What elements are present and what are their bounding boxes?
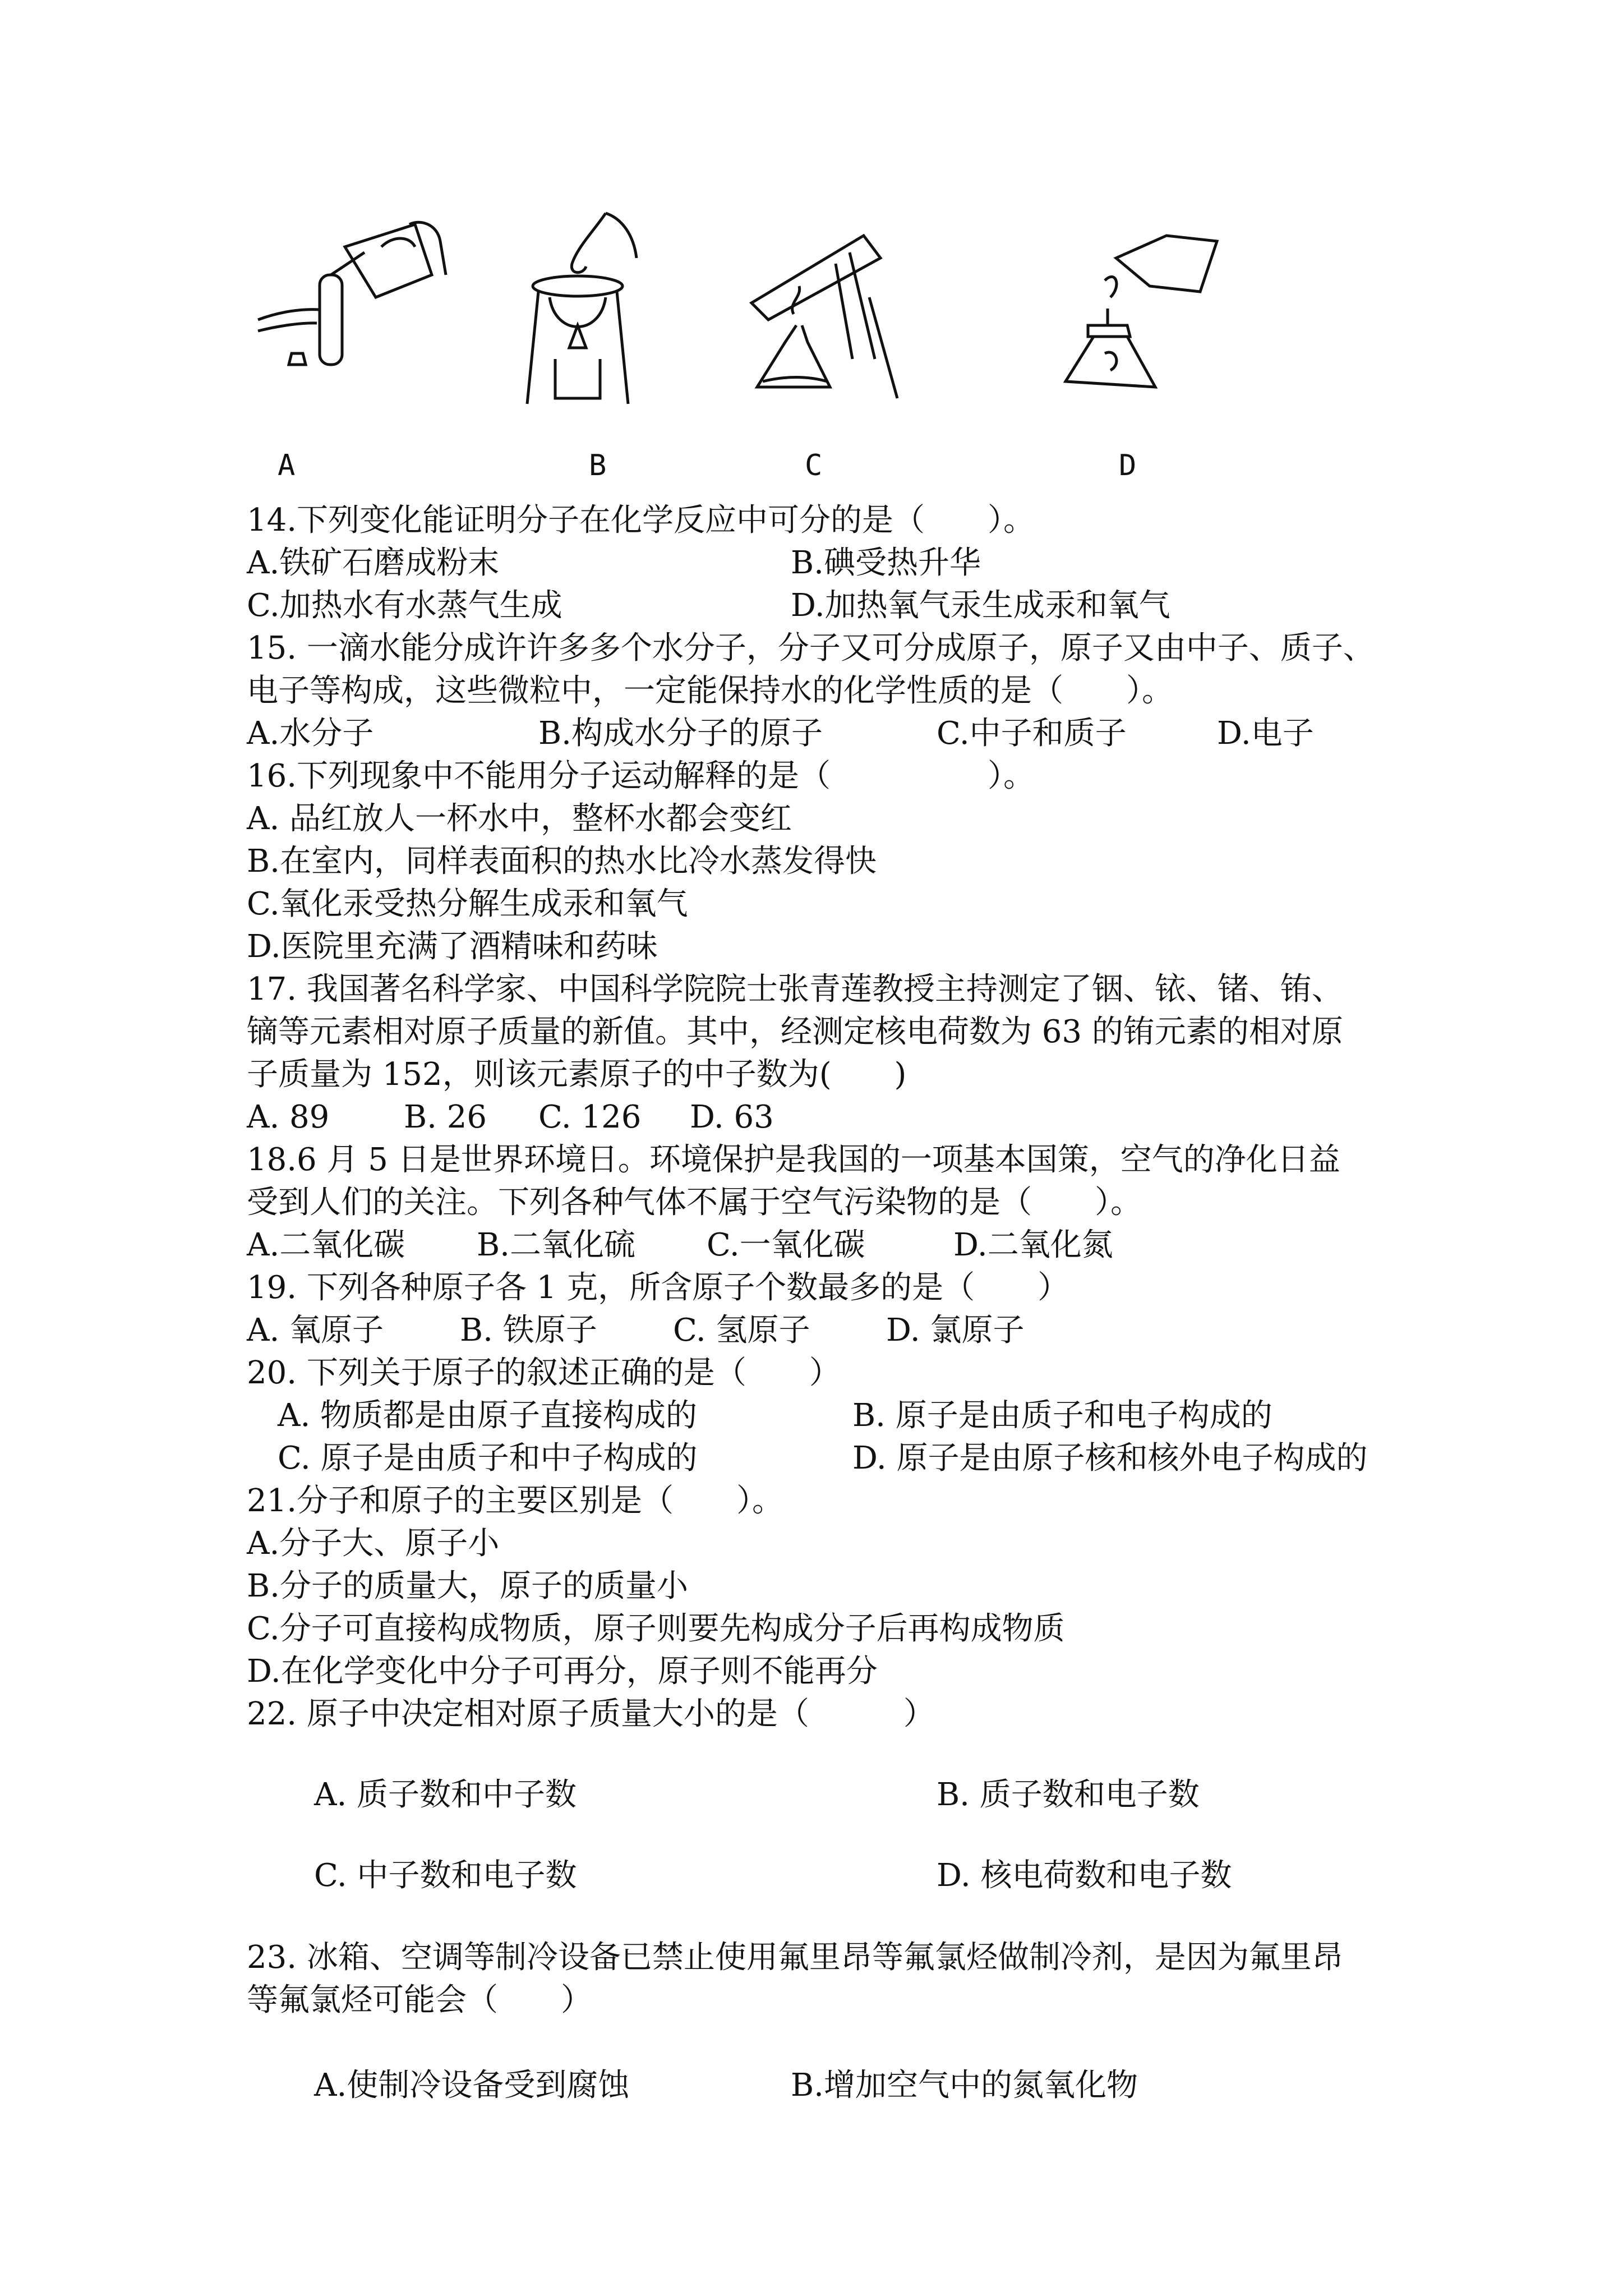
q22-option-a: A. 质子数和中子数 [314,1777,577,1813]
q18-stem-line-1: 18.6 月 5 日是世界环境日。环境保护是我国的一项基本国策，空气的净化日益 [247,1142,1340,1178]
q18-option-c: C.一氧化碳 [707,1227,865,1263]
q17-option-b: B. 26 [404,1099,487,1135]
q17-stem-line-1: 17. 我国著名科学家、中国科学院院士张青莲教授主持测定了铟、铱、锗、铕、 [247,971,1343,1007]
q15-stem-line-1: 15. 一滴水能分成许许多多个水分子，分子又可分成原子，原子又由中子、质子、 [247,630,1375,666]
q23-option-a: A.使制冷设备受到腐蚀 [314,2067,630,2104]
figure-label-b: B [589,449,607,482]
q17-stem-line-2: 镝等元素相对原子质量的新值。其中，经测定核电荷数为 63 的铕元素的相对原 [247,1014,1343,1050]
q14-option-c: C.加热水有水蒸气生成 [247,587,562,624]
q15-option-b: B.构成水分子的原子 [538,715,823,752]
q16-option-d: D.医院里充满了酒精味和药味 [247,928,658,965]
q16-option-c: C.氧化汞受热分解生成汞和氧气 [247,886,688,922]
q18-option-d: D.二氧化氮 [953,1227,1113,1263]
q22-option-c: C. 中子数和电子数 [314,1857,577,1894]
figure-label-d: D [1119,449,1137,482]
q17-option-d: D. 63 [690,1099,774,1135]
q21-option-b: B.分子的质量大，原子的质量小 [247,1568,688,1604]
q17-option-c: C. 126 [538,1099,642,1135]
q19-option-a: A. 氧原子 [247,1312,384,1349]
pouring-liquid-into-test-tube-icon [247,213,449,384]
q19-stem: 19. 下列各种原子各 1 克，所含原子个数最多的是（ ） [247,1269,1069,1306]
q20-option-d: D. 原子是由原子核和核外电子构成的 [852,1440,1368,1476]
q18-stem-line-2: 受到人们的关注。下列各种气体不属于空气污染物的是（ ）。 [247,1184,1142,1221]
lighting-alcohol-lamp-icon [1054,224,1223,406]
q21-option-c: C.分子可直接构成物质，原子则要先构成分子后再构成物质 [247,1611,1065,1647]
q14-option-d: D.加热氧气汞生成汞和氧气 [791,587,1170,624]
apparatus-figures [247,213,1256,482]
q15-option-d: D.电子 [1217,715,1314,752]
q17-option-a: A. 89 [247,1099,330,1135]
figure-label-c: C [805,449,823,482]
heating-test-tube-icon [740,230,925,412]
q15-option-a: A.水分子 [247,715,374,752]
q17-stem-line-3: 子质量为 152，则该元素原子的中子数为( ) [247,1056,907,1093]
q21-option-a: A.分子大、原子小 [247,1525,500,1562]
q20-option-b: B. 原子是由质子和电子构成的 [852,1397,1272,1434]
q23-stem-line-1: 23. 冰箱、空调等制冷设备已禁止使用氟里昂等氟氯烃做制冷剂，是因为氟里昂 [247,1939,1343,1976]
q18-option-a: A.二氧化碳 [247,1227,405,1263]
q16-stem: 16.下列现象中不能用分子运动解释的是（ ）。 [247,758,1035,794]
q22-option-b: B. 质子数和电子数 [937,1777,1200,1813]
q14-option-a: A.铁矿石磨成粉末 [247,545,500,581]
q22-option-d: D. 核电荷数和电子数 [937,1857,1232,1894]
q21-option-d: D.在化学变化中分子可再分，原子则不能再分 [247,1653,878,1690]
q16-option-a: A. 品红放人一杯水中，整杯水都会变红 [247,800,792,837]
q19-option-b: B. 铁原子 [460,1312,597,1349]
q14-option-b: B.碘受热升华 [791,545,981,581]
q15-stem-line-2: 电子等构成，这些微粒中，一定能保持水的化学性质的是（ ）。 [247,673,1173,709]
q20-option-a: A. 物质都是由原子直接构成的 [278,1397,698,1434]
q16-option-b: B.在室内，同样表面积的热水比冷水蒸发得快 [247,843,877,880]
q19-option-d: D. 氯原子 [886,1312,1025,1349]
heating-on-tripod-icon [516,213,662,417]
q23-stem-line-2: 等氟氯烃可能会（ ） [247,1982,592,2018]
q18-option-b: B.二氧化硫 [477,1227,635,1263]
q22-stem: 22. 原子中决定相对原子质量大小的是（ ） [247,1696,935,1732]
q23-option-b: B.增加空气中的氮氧化物 [791,2067,1138,2104]
q20-stem: 20. 下列关于原子的叙述正确的是（ ） [247,1355,841,1391]
figure-label-a: A [278,449,296,482]
q19-option-c: C. 氢原子 [673,1312,810,1349]
q20-option-c: C. 原子是由质子和中子构成的 [278,1440,698,1476]
q15-option-c: C.中子和质子 [937,715,1127,752]
q14-stem: 14.下列变化能证明分子在化学反应中可分的是（ ）。 [247,502,1035,539]
q21-stem: 21.分子和原子的主要区别是（ ）。 [247,1483,784,1519]
